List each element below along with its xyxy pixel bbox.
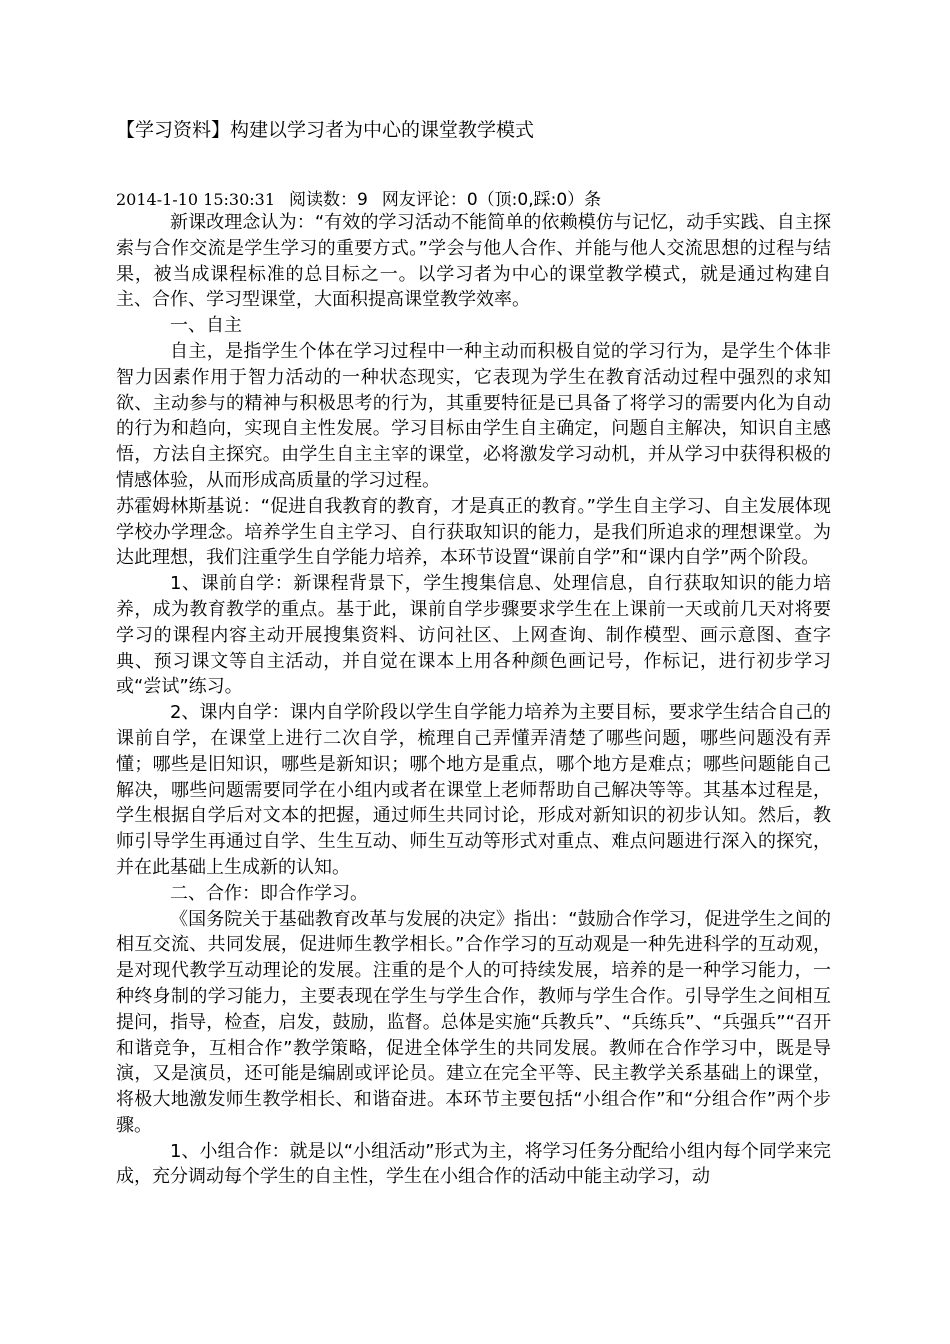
article-body [116,210,831,1190]
paragraph-cooperation: 《国务院关于基础教育改革与发展的决定》指出：“鼓励合作学习，促进学生之间的相互交流、共同发展，促进师生教学相长。”合作学习的互动观是一种先进科学的互动观，是对现代教学互动理论的发展。注重的是个人的可持续发展，培养的是一种学习能力，一种终身制的学习能力，主要表现在学生与学生合作，教师与学生合作。引导学生之间相互提问，指导，检查，启发，鼓励，监督。总体是实施“兵教兵”、“兵练兵”、“兵强兵”“召开和谐竞争，互相合作”教学策略，促进全体学生的共同发展。教师在合作学习中，既是导演，又是演员，还可能是编剧或评论员。建立在完全平等、民主教学关系基础上的课堂，将极大地激发师生教学相长、和谐奋进。本环节主要包括“小组合作”和“分组合作”两个步骤。 [116,908,831,1136]
paragraph-sukhomlinsky: 苏霍姆林斯基说：“促进自我教育的教育，才是真正的教育。”学生自主学习、自主发展体现学校办学理念。培养学生自主学习、自行获取知识的能力，是我们所追求的理想课堂。为达此理想，我们注重学生自学能力培养，本环节设置“课前自学”和“课内自学”两个阶段。 [116,495,831,569]
paragraph-group-cooperation: 1、小组合作：就是以“小组活动”形式为主，将学习任务分配给小组内每个同学来完成，充分调动每个学生的自主性，学生在小组合作的活动中能主动学习，动 [116,1140,831,1188]
paragraph-inclass-study: 2、课内自学：课内自学阶段以学生自学能力培养为主要目标，要求学生结合自己的课前自学，在课堂上进行二次自学，梳理自己弄懂弄清楚了哪些问题，哪些问题没有弄懂；哪些是旧知识，哪些是新知识；哪个地方是重点，哪个地方是难点；哪些问题能自己解决，哪些问题需要同学在小组内或者在课堂上老师帮助自己解决等等。其基本过程是，学生根据自学后对文本的把握，通过师生共同讨论，形成对新知识的初步认知。然后，教师引导学生再通过自学、生生互动、师生互动等形式对重点、难点问题进行深入的探究，并在此基础上生成新的认知。 [116,702,831,878]
article-meta [116,188,601,212]
read-count: 阅读数：9 [289,190,368,210]
document-title: 【学习资料】构建以学习者为中心的课堂教学模式 [116,119,535,141]
paragraph-autonomy: 自主，是指学生个体在学习过程中一种主动而积极自觉的学习行为，是学生个体非智力因素作用于智力活动的一种状态现实，它表现为学生在教育活动过程中强烈的求知欲、主动参与的精神与积极思考的行为，其重要特征是已具备了将学习的需要内化为自动的行为和趋向，实现自主性发展。学习目标由学生自主确定，问题自主解决，知识自主感悟，方法自主探究。由学生自主主宰的课堂，必将激发学习动机，并从学习中获得积极的情感体验，从而形成高质量的学习过程。 [116,340,831,491]
section-heading-autonomy: 一、自主 [170,315,242,337]
comment-count: 网友评论：0（顶:0,踩:0）条 [381,190,602,210]
publish-datetime: 2014-1-10 15:30:31 [116,190,276,209]
paragraph-intro: 新课改理念认为：“有效的学习活动不能简单的依赖模仿与记忆，动手实践、自主探索与合作交流是学生学习的重要方式。”学会与他人合作、并能与他人交流思想的过程与结果，被当成课程标准的总目标之一。以学习者为中心的课堂教学模式，就是通过构建自主、合作、学习型课堂，大面积提高课堂教学效率。 [116,212,831,311]
paragraph-preclass-study: 1、课前自学：新课程背景下，学生搜集信息、处理信息，自行获取知识的能力培养，成为教育教学的重点。基于此，课前自学步骤要求学生在上课前一天或前几天对将要学习的课程内容主动开展搜集资料、访问社区、上网查询、制作模型、画示意图、查字典、预习课文等自主活动，并自觉在课本上用各种颜色画记号，作标记，进行初步学习或“尝试”练习。 [116,573,831,698]
section-heading-cooperation: 二、合作：即合作学习。 [170,882,368,904]
